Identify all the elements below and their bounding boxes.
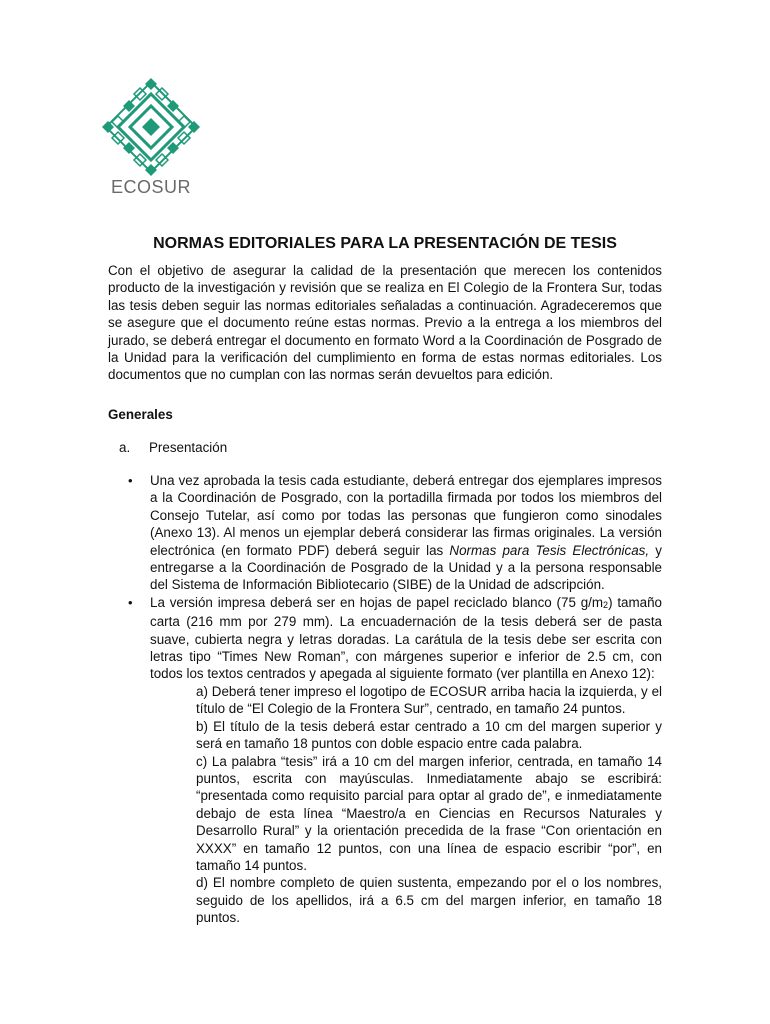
list-item <box>128 472 662 594</box>
ecosur-logo <box>102 78 200 196</box>
intro-paragraph: Con el objetivo de asegurar la calidad de la presentación que merecen los contenidos producto de la investigación y revisión que se realiza en El Colegio de la Frontera Sur, todas las tesis deben seguir las normas editoriales señaladas a continuación. Agradeceremos que se asegure que el documento reúne estas normas. Previo a la entrega a los miembros del jurado, se deberá entregar el documento en formato Word a la Coordinación de Posgrado de la Unidad para la verificación del cumplimiento en forma de estas normas editoriales. Los documentos que no cumplan con las normas serán devueltos para edición. <box>108 263 662 383</box>
subitem-d: d) El nombre completo de quien sustenta, empezando por el o los nombres, seguido de los apellidos, irá a 6.5 cm del margen inferior, en tamaño 18 puntos. <box>196 875 662 926</box>
bullet1-text-part2: y entregarse a la Coordinación de Posgrado de la Unidad y a la persona responsable del Sistema de Información Bibliotecario (SIBE) de la Unidad de adscripción. <box>150 542 662 593</box>
bullet-icon: • <box>128 594 133 610</box>
subsection-label: Presentación <box>149 440 228 455</box>
page-title: NORMAS EDITORIALES PARA LA PRESENTACIÓN DE TESIS <box>153 235 617 252</box>
subsection-marker: a. <box>119 440 131 455</box>
section-heading-generales: Generales <box>108 407 173 422</box>
subsection-presentacion <box>119 439 227 456</box>
bullet1-italic-text: Normas para Tesis Electrónicas, <box>449 542 650 558</box>
cover-format-subitems <box>196 683 662 927</box>
bullet-icon: • <box>128 473 133 488</box>
bullet2-subscript: 2 <box>603 599 609 610</box>
subitem-a: a) Deberá tener impreso el logotipo de ECOSUR arriba hacia la izquierda, y el título de “El Colegio de la Frontera Sur”, centrado, en tamaño 24 puntos. <box>196 683 662 717</box>
list-item <box>128 594 662 927</box>
bullet2-text-part1: La versión impresa deberá ser en hojas de papel reciclado blanco (75 g/m <box>150 594 604 610</box>
ecosur-emblem-icon <box>102 78 200 176</box>
logo-wordmark: ECOSUR <box>110 177 191 197</box>
requirements-list <box>128 472 662 927</box>
bullet1-text-part1: Una vez aprobada la tesis cada estudiante, deberá entregar dos ejemplares impresos a la Coordinación de Posgrado, con la portadilla firmada por todos los miembros del Consejo Tutelar, así como por todas las personas que fungieron como sinodales (Anexo 13). Al menos un ejemplar deberá considerar las firmas originales. La versión electrónica (en formato PDF) deberá seguir las <box>150 473 662 558</box>
bullet2-text-part2: ) tamaño carta (216 mm por 279 mm). La encuadernación de la tesis deberá ser de pasta suave, cubierta negra y letras doradas. La carátula de la tesis debe ser escrita con letras tipo “Times New Roman”, con márgenes superior e inferior de 2.5 cm, con todos los textos centrados y apegada al siguiente formato (ver plantilla en Anexo 12): <box>150 594 662 682</box>
subitem-c: c) La palabra “tesis” irá a 10 cm del margen inferior, centrada, en tamaño 14 puntos, escrita con mayúsculas. Inmediatamente abajo se escribirá: “presentada como requisito parcial para optar al grado de”, e inmediatamente debajo de esta línea “Maestro/a en Ciencias en Recursos Naturales y Desarrollo Rural” y la orientación precedida de la frase “Con orientación en XXXX” en tamaño 12 puntos, con una línea de espacio escribir “por”, en tamaño 14 puntos. <box>196 753 662 873</box>
subitem-b: b) El título de la tesis deberá estar centrado a 10 cm del margen superior y será en tamaño 18 puntos con doble espacio entre cada palabra. <box>196 718 662 752</box>
